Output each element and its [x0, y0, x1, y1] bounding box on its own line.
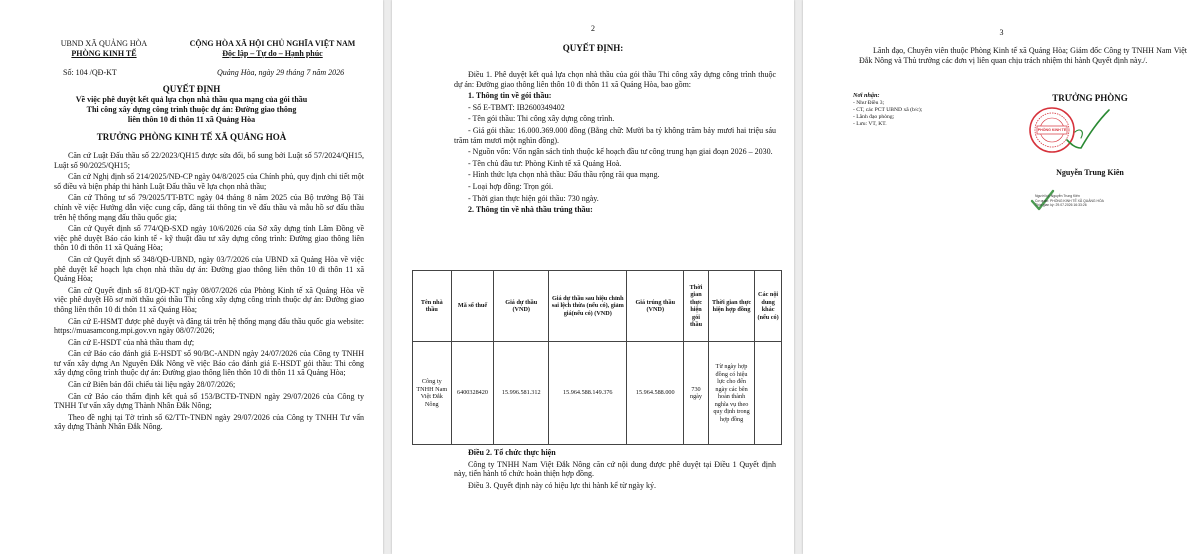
- document-page-1: [0, 0, 383, 554]
- agency-header: [44, 39, 164, 59]
- agency-top: UBND XÃ QUẢNG HÒA: [60, 39, 148, 48]
- package-item: - Giá gói thầu: 16.000.369.000 đồng (Bằng chữ: Mười ba tỷ không trăm bảy mươi hai triệu sáu trăm tám mươi một nghìn đồng).: [454, 125, 776, 145]
- signer-title: TRƯỞNG PHÒNG: [1052, 93, 1128, 103]
- basis-paragraph: Căn cứ Nghị định số 214/2025/NĐ-CP ngày 04/8/2025 của Chính phủ, quy định chi tiết một số điều và biện pháp thi hành Luật Đấu thầu về lựa chọn nhà thầu;: [54, 172, 364, 191]
- column-header: Các nội dung khác (nếu có): [755, 271, 782, 342]
- article-1-text: Điều 1. Phê duyệt kết quả lựa chọn nhà thầu của gói thầu Thi công xây dựng công trình thuộc dự án: Đường giao thông liên thôn 10 đi thôn 11 xã Quảng Hòa, bao gồm:: [454, 70, 776, 89]
- basis-paragraph: Căn cứ Quyết định số 81/QĐ-KT ngày 08/07/2026 của Phòng Kinh tế xã Quảng Hòa về việc phê duyệt Hồ sơ mời thầu gói thầu Thi công xây dựng công trình thuộc dự án: Đường giao thông liên thôn 10 đi thôn 11 xã Quảng Hòa;: [54, 285, 364, 314]
- document-page-3: [803, 0, 1200, 554]
- article-2-3: [454, 448, 776, 492]
- decision-heading: QUYẾT ĐỊNH:: [562, 43, 624, 53]
- national-motto: Độc lập – Tự do – Hạnh phúc: [222, 49, 323, 58]
- digital-sign-line: Cơ quan: PHÒNG KINH TẾ XÃ QUẢNG HÒA: [1035, 198, 1104, 203]
- basis-paragraph: Căn cứ Thông tư số 79/2025/TT-BTC ngày 04 tháng 8 năm 2025 của Bộ trưởng Bộ Tài chính về việc Hướng dẫn việc cung cấp, đăng tải thông tin về đấu thầu và mẫu hồ sơ đấu thầu trên hệ thống mạng đấu thầu quốc gia;: [54, 193, 364, 222]
- other-content: [755, 342, 782, 445]
- issuing-authority: TRƯỞNG PHÒNG KINH TẾ XÃ QUẢNG HOÀ: [96, 132, 287, 142]
- basis-paragraph: Căn cứ Biên bản đối chiếu tài liệu ngày 28/07/2026;: [68, 380, 236, 390]
- closing-clause: [859, 46, 1187, 67]
- column-header: Thời gian thực hiện gói thầu: [684, 271, 709, 342]
- package-item: - Thời gian thực hiện gói thầu: 730 ngày.: [468, 193, 599, 203]
- national-header: [170, 39, 375, 59]
- column-header: Giá dự thầu (VND): [494, 271, 549, 342]
- adjusted-bid-price: 15.964.588.149.376: [549, 342, 627, 445]
- place-date: Quảng Hòa, ngày 29 tháng 7 năm 2026: [217, 68, 345, 77]
- recipient-item: - Lưu: VT, KT.: [853, 121, 887, 127]
- package-item: - Hình thức lựa chọn nhà thầu: Đấu thầu rộng rãi qua mạng.: [468, 170, 660, 180]
- digital-signature-block: [1035, 194, 1145, 208]
- section-contractor-info: 2. Thông tin về nhà thầu trúng thầu:: [468, 205, 593, 215]
- document-number: Số: 104 /QĐ-KT: [63, 68, 117, 77]
- contractor-table: [412, 270, 782, 445]
- recipient-item: - Như Điều 3;: [853, 100, 885, 106]
- section-package-info: 1. Thông tin về gói thầu:: [468, 91, 552, 101]
- recipients-title: Nơi nhận:: [853, 92, 880, 99]
- subject-line: Về việc phê duyệt kết quả lựa chọn nhà thầu qua mạng của gói thầu: [75, 95, 308, 104]
- basis-paragraph: Theo đề nghị tại Tờ trình số 62/TTr-TNĐN ngày 29/07/2026 của Công ty TNHH Tư vấn xây dựng Thành Nhân Đắk Nông.: [54, 412, 364, 432]
- article-1: [454, 70, 776, 217]
- basis-paragraph: Căn cứ Luật Đấu thầu số 22/2023/QH15 được sửa đổi, bổ sung bởi Luật số 57/2024/QH15, Luật số 90/2025/QH15;: [54, 151, 364, 170]
- article-2-title: Điều 2. Tổ chức thực hiện: [468, 448, 556, 457]
- digital-sign-info: [1035, 194, 1145, 208]
- package-duration: 730 ngày: [684, 342, 709, 445]
- table-header-row: [413, 271, 782, 342]
- document-subject: [0, 95, 383, 125]
- subject-line: Thi công xây dựng công trình thuộc dự án: Đường giao thông: [86, 105, 297, 114]
- package-item: - Tên gói thầu: Thi công xây dựng công trình.: [468, 114, 615, 124]
- legal-basis: [54, 151, 364, 434]
- column-header: Giá dự thầu sau hiệu chỉnh sai lệch thừa (nếu có), giảm giá(nếu có) (VND): [549, 271, 627, 342]
- bid-price: 15.996.581.312: [494, 342, 549, 445]
- signer-name: Nguyễn Trung Kiên: [1056, 168, 1124, 177]
- document-title: QUYẾT ĐỊNH: [162, 84, 221, 94]
- column-header: Mã số thuế: [451, 271, 494, 342]
- document-page-2: [392, 0, 794, 554]
- basis-paragraph: Căn cứ Báo cáo đánh giá E-HSDT số 90/BC-ANDN ngày 24/07/2026 của Công ty TNHH tư vấn xây dựng An Nguyên Đắk Nông về việc Báo cáo đánh giá E-HSDT gói thầu: Thi công xây dựng công trình thuộc dự án: Đường giao thông liên thôn 10 đi thôn 11 xã Quảng Hòa;: [54, 349, 364, 378]
- column-header: Thời gian thực hiện hợp đồng: [708, 271, 754, 342]
- digital-sign-line: Thời gian ký: 29.07.2026 16:33:26: [1035, 203, 1087, 208]
- tax-code: 6400328420: [451, 342, 494, 445]
- digital-sign-line: Người ký: Nguyễn Trung Kiên: [1035, 194, 1080, 198]
- article-3-text: Điều 3. Quyết định này có hiệu lực thi hành kể từ ngày ký.: [468, 480, 656, 490]
- recipients-list: [853, 100, 983, 128]
- country-name: CỘNG HÒA XÃ HỘI CHỦ NGHĨA VIỆT NAM: [189, 39, 356, 48]
- signature-icon: [1061, 104, 1113, 156]
- article-2-text: Công ty TNHH Nam Việt Đắk Nông căn cứ nội dung được phê duyệt tại Điều 1 Quyết định này, tiến hành tổ chức hoàn thiện hợp đồng.: [454, 459, 776, 479]
- contract-duration: Từ ngày hợp đồng có hiệu lực cho đến ngày các bên hoàn thành nghĩa vụ theo quy định trong hợp đồng: [708, 342, 754, 445]
- package-item: - Số E-TBMT: IB2600349402: [468, 102, 565, 112]
- package-item: - Loại hợp đồng: Trọn gói.: [468, 181, 554, 191]
- basis-paragraph: Căn cứ Quyết định số 774/QĐ-SXD ngày 10/6/2026 của Sở xây dựng tỉnh Lâm Đồng về việc phê duyệt Báo cáo kinh tế - kỹ thuật đầu tư xây dựng công trình: Đường giao thông liên thôn 10 đi thôn 11 xã Quảng Hòa;: [54, 224, 364, 253]
- page-number: 3: [999, 28, 1004, 37]
- agency-name: PHÒNG KINH TẾ: [71, 49, 137, 58]
- table-row: [413, 342, 782, 445]
- winning-price: 15.964.588.000: [627, 342, 684, 445]
- basis-paragraph: Căn cứ E-HSDT của nhà thầu tham dự;: [68, 337, 195, 347]
- subject-line: liên thôn 10 đi thôn 11 xã Quảng Hòa: [127, 115, 256, 124]
- basis-paragraph: Căn cứ Quyết định số 348/QĐ-UBND, ngày 03/7/2026 của UBND xã Quảng Hòa về việc phê duyệt kế hoạch lựa chọn nhà thầu dự án: Đường giao thông liên thôn 10 đi thôn 11 xã Quảng Hòa;: [54, 254, 364, 284]
- package-item: - Tên chủ đầu tư: Phòng Kinh tế xã Quảng Hoà.: [468, 158, 622, 168]
- recipient-item: - CT, các PCT UBND xã (b/c);: [853, 107, 923, 113]
- page-number: 2: [591, 24, 595, 33]
- basis-paragraph: Căn cứ Báo cáo thẩm định kết quả số 153/BCTĐ-TNĐN ngày 29/07/2026 của Công ty TNHH Tư vấn xây dựng Thành Nhân Đắk Nông;: [54, 391, 364, 411]
- column-header: Giá trúng thầu (VND): [627, 271, 684, 342]
- stamp-label: PHÒNG KINH TẾ: [1037, 128, 1067, 132]
- recipients-block: [853, 92, 983, 128]
- recipient-item: - Lãnh đạo phòng;: [853, 114, 895, 120]
- package-item: - Nguồn vốn: Vốn ngân sách tỉnh thuộc kế hoạch đầu tư công trung hạn giai đoạn 2026 – 2030.: [468, 147, 773, 157]
- column-header: Tên nhà thầu: [413, 271, 452, 342]
- basis-paragraph: Căn cứ E-HSMT được phê duyệt và đăng tải trên hệ thống mạng đấu thầu quốc gia website: https://muasamcong.mpi.gov.vn ngày 08/07/2026;: [54, 316, 364, 336]
- closing-text: Lãnh đạo, Chuyên viên thuộc Phòng Kinh tế xã Quảng Hòa; Giám đốc Công ty TNHH Nam Việt Đắk Nông và Thủ trưởng các đơn vị liên quan chịu trách nhiệm thi hành Quyết định này./.: [859, 46, 1187, 65]
- contractor-name: Công ty TNHH Nam Việt Đắk Nông: [413, 342, 452, 445]
